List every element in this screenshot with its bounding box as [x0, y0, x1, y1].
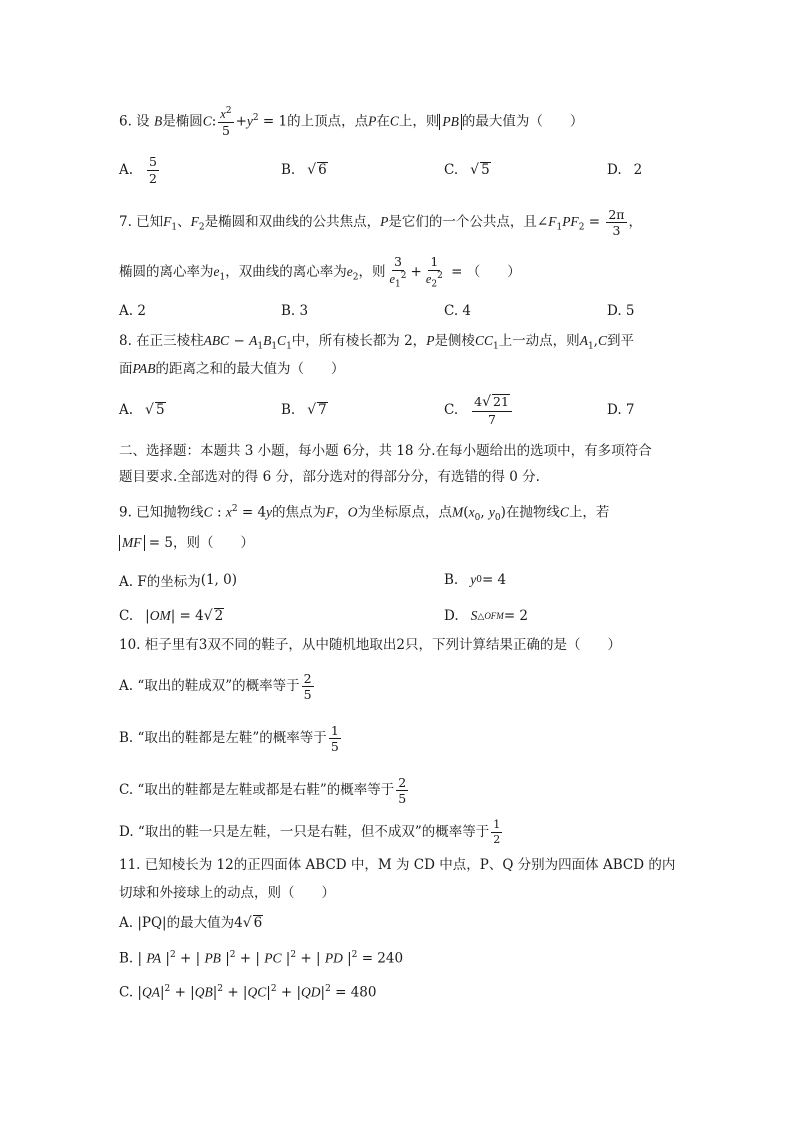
question-7-line-2: 椭圆的离心率为$e_1$，双曲线的离心率为$e_2$，则 $\frac{3}{e_1^2}$ + $\frac{1}{e_2^2}$ = （ ）: [119, 254, 521, 290]
question-11-line-1: 11. 已知棱长为 12的正四面体 ABCD 中，M 为 CD 中点，P、Q 分别为四面体 ABCD 的内: [119, 857, 676, 873]
question-6-stem: 6. 设 B是椭圆C: $\frac{x^2}{5}$ $+y^2 = 1$的上顶点，点P在C上，则 PB 的最大值为（ ）: [119, 105, 584, 139]
section-2-heading-line-1: 二、选择题：本题共 3 小题，每小题 6分，共 18 分.在每小题给出的选项中，有多项符合: [119, 443, 652, 459]
question-10-stem: 10. 柜子里有3双不同的鞋子，从中随机地取出2只，下列计算结果正确的是（ ）: [119, 637, 621, 653]
question-6-options: [119, 150, 709, 190]
section-2-heading-line-2: 题目要求.全部选对的得 6 分，部分选对的得部分分，有选错的得 0 分.: [119, 469, 540, 485]
question-10-option-d[interactable]: D. “取出的鞋一只是左鞋，一只是右鞋，但不成双”的概率等于 $\frac{1}{2}$: [119, 818, 501, 846]
option-b[interactable]: B. √ 7: [281, 402, 327, 419]
option-a[interactable]: A. 2: [119, 303, 146, 319]
option-c[interactable]: C. √ 5: [444, 162, 490, 179]
option-c[interactable]: C. $\frac{4√ 21}{7}$: [444, 390, 514, 430]
question-11-option-a[interactable]: A. |PQ|的最大值为4√ 6: [119, 915, 263, 931]
option-a[interactable]: A. $\frac{5}{2}$: [119, 154, 157, 186]
question-10-option-b[interactable]: B. “取出的鞋都是左鞋”的概率等于 $\frac{1}{5}$: [119, 722, 339, 754]
question-11-option-c[interactable]: C. $|QA|^2 + |QB|^2 + |QC|^2 + |QD|^2 = 480$: [119, 984, 377, 1001]
question-11-option-b[interactable]: B. | PA $|^2$ + | PB $|^2$ + | PC $|^2$ + | PD $|^2 = 240$: [119, 950, 404, 967]
question-10-option-c[interactable]: C. “取出的鞋都是左鞋或都是右鞋”的概率等于 $\frac{2}{5}$: [119, 774, 407, 806]
question-9-line-1: 9. 已知抛物线C : $x^2 = 4y$的焦点为F，O为坐标原点，点$M(x_0$, $y_0$)在抛物线C上，若: [119, 504, 610, 524]
option-a[interactable]: A. √ 5: [119, 402, 165, 419]
option-d[interactable]: D. 5: [607, 303, 635, 319]
fraction: $\frac{x^2}{5}$: [220, 105, 232, 139]
option-d[interactable]: D. 7: [607, 402, 635, 418]
option-b[interactable]: B. 3: [281, 303, 309, 319]
option-d[interactable]: D. 2: [607, 162, 643, 178]
question-8-options: [119, 390, 709, 430]
question-7-line-1: 7. 已知$F_1$、$F_2$是椭圆和双曲线的公共焦点，P是它们的一个公共点，且$\angle F_1PF_2$ = $\frac{2\pi}{3}$ ，: [119, 206, 642, 238]
question-8-line-1: 8. 在正三棱柱ABC − $A_1B_1C_1$中，所有棱长都为 2，P是侧棱$CC_1$上一动点，则$A_1,C$到平: [119, 333, 634, 352]
question-10-option-a[interactable]: A. “取出的鞋成双”的概率等于 $\frac{2}{5}$: [119, 670, 312, 702]
option-a[interactable]: A. F的坐标为 (1, 0): [119, 572, 237, 590]
question-9-options-row-2: [119, 602, 709, 630]
option-c[interactable]: C. 4: [444, 303, 472, 319]
question-7-options: [119, 298, 709, 324]
question-8-line-2: 面PAB的距离之和的最大值为（ ）: [119, 361, 345, 377]
question-11-line-2: 切球和外接球上的动点，则（ ）: [119, 885, 335, 901]
option-b[interactable]: B. √ 6: [281, 162, 327, 179]
question-9-line-2: MF = 5，则（ ）: [119, 532, 694, 554]
option-d[interactable]: D. S △OFM = 2: [444, 608, 529, 624]
option-b[interactable]: B. y 0 = 4: [444, 572, 507, 588]
question-9-options-row-1: [119, 566, 709, 594]
option-c[interactable]: C. | OM | = 4 √ 2: [119, 608, 224, 625]
